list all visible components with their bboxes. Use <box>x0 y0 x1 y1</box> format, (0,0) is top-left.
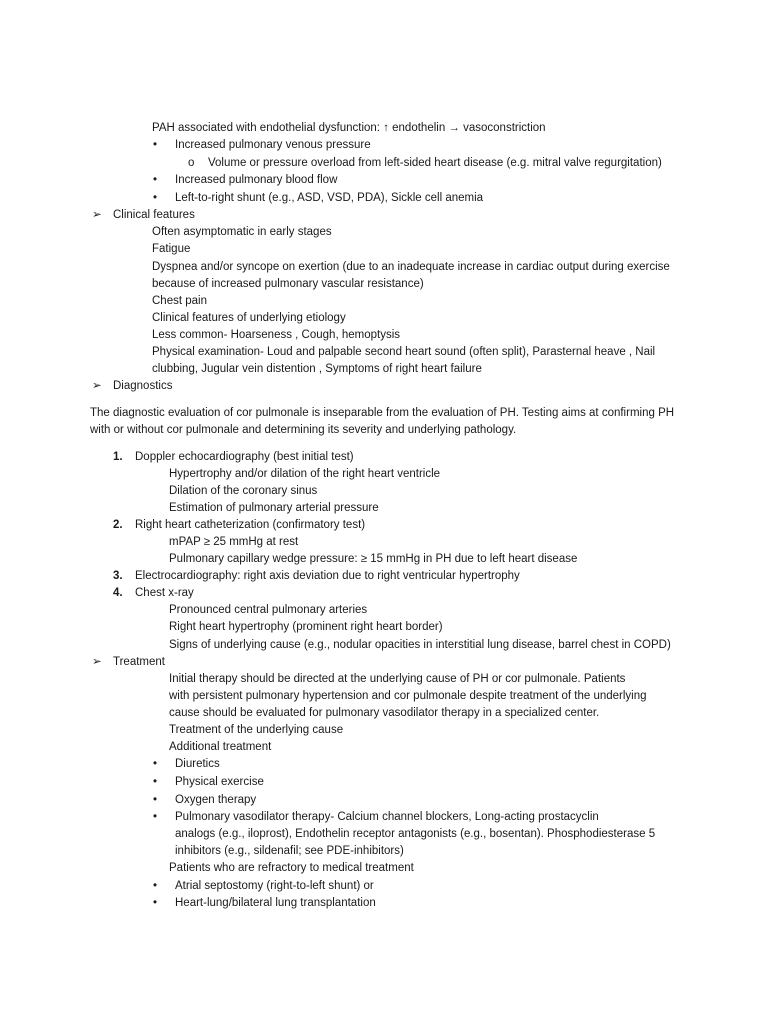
treatment-bullet-cont: inhibitors (e.g., sildenafil; see PDE-inhibitors) <box>175 845 404 857</box>
diag-subline: Hypertrophy and/or dilation of the right heart ventricle <box>169 468 441 480</box>
treatment-bullet: Pulmonary vasodilator therapy- Calcium channel blockers, Long-acting prostacyclin <box>175 811 599 823</box>
diag-subline: Pulmonary capillary wedge pressure: ≥ 15 mmHg in PH due to left heart disease <box>169 553 578 565</box>
bullet-icon: • <box>153 776 158 788</box>
diag-item-echo: Doppler echocardiography (best initial test) <box>135 451 354 463</box>
treatment-paragraph: cause should be evaluated for pulmonary vasodilator therapy in a specialized center. <box>169 707 600 719</box>
treatment-bullet-cont: analogs (e.g., iloprost), Endothelin receptor antagonists (e.g., bosentan). Phosphodiesterase 5 <box>175 828 656 840</box>
diag-subline: Estimation of pulmonary arterial pressure <box>169 502 379 514</box>
treatment-bullet: Atrial septostomy (right-to-left shunt) or <box>175 880 374 892</box>
clinical-line: Clinical features of underlying etiology <box>152 312 346 324</box>
bullet-icon: • <box>153 897 158 909</box>
arrow-bullet-icon: ➢ <box>92 380 102 392</box>
treatment-line: Patients who are refractory to medical treatment <box>169 862 414 874</box>
clinical-line: because of increased pulmonary vascular resistance) <box>152 278 424 290</box>
diag-subline: mPAP ≥ 25 mmHg at rest <box>169 536 299 548</box>
diag-item-xray: Chest x-ray <box>135 587 194 599</box>
clinical-line: Fatigue <box>152 243 191 255</box>
diag-item-ecg: Electrocardiography: right axis deviation due to right ventricular hypertrophy <box>135 570 520 582</box>
diag-subline: Signs of underlying cause (e.g., nodular opacities in interstitial lung disease, barrel chest in COPD) <box>169 639 671 651</box>
treatment-bullet: Oxygen therapy <box>175 794 257 806</box>
bullet-icon: • <box>153 174 158 186</box>
bullet-icon: • <box>153 139 158 151</box>
clinical-line: Chest pain <box>152 295 207 307</box>
bullet-icon: • <box>153 794 158 806</box>
section-heading-clinical: Clinical features <box>113 209 195 221</box>
pah-bullet-venous: Increased pulmonary venous pressure <box>175 139 371 151</box>
list-number: 2. <box>113 519 123 531</box>
bullet-icon: • <box>153 192 158 204</box>
pah-bullet-shunt: Left-to-right shunt (e.g., ASD, VSD, PDA), Sickle cell anemia <box>175 192 484 204</box>
circle-bullet-icon: o <box>188 157 195 169</box>
list-number: 1. <box>113 451 123 463</box>
treatment-bullet: Heart-lung/bilateral lung transplantation <box>175 897 376 909</box>
diag-subline: Pronounced central pulmonary arteries <box>169 604 368 616</box>
diagnostics-intro: The diagnostic evaluation of cor pulmonale is inseparable from the evaluation of PH. Testing aims at confirming PH <box>90 407 675 419</box>
pah-bullet-flow: Increased pulmonary blood flow <box>175 174 338 186</box>
treatment-line: Additional treatment <box>169 741 272 753</box>
treatment-bullet: Physical exercise <box>175 776 264 788</box>
treatment-paragraph: with persistent pulmonary hypertension and cor pulmonale despite treatment of the underlying <box>169 690 647 702</box>
treatment-paragraph: Initial therapy should be directed at the underlying cause of PH or cor pulmonale. Patients <box>169 673 626 685</box>
clinical-line: Often asymptomatic in early stages <box>152 226 332 238</box>
diag-item-catheter: Right heart catheterization (confirmatory test) <box>135 519 366 531</box>
diagnostics-intro: with or without cor pulmonale and determining its severity and underlying pathology. <box>90 424 517 436</box>
treatment-bullet: Diuretics <box>175 758 220 770</box>
bullet-icon: • <box>153 758 158 770</box>
list-number: 4. <box>113 587 123 599</box>
section-heading-diagnostics: Diagnostics <box>113 380 173 392</box>
section-heading-treatment: Treatment <box>113 656 165 668</box>
clinical-line: Dyspnea and/or syncope on exertion (due to an inadequate increase in cardiac output during exercise <box>152 261 670 273</box>
diag-subline: Right heart hypertrophy (prominent right heart border) <box>169 621 443 633</box>
bullet-icon: • <box>153 811 158 823</box>
diag-subline: Dilation of the coronary sinus <box>169 485 318 497</box>
clinical-line: clubbing, Jugular vein distention , Symptoms of right heart failure <box>152 363 482 375</box>
pah-sub-bullet: Volume or pressure overload from left-sided heart disease (e.g. mitral valve regurgitation) <box>208 157 662 169</box>
clinical-line: Less common- Hoarseness , Cough, hemoptysis <box>152 329 400 341</box>
arrow-bullet-icon: ➢ <box>92 656 102 668</box>
bullet-icon: • <box>153 880 158 892</box>
list-number: 3. <box>113 570 123 582</box>
arrow-bullet-icon: ➢ <box>92 209 102 221</box>
clinical-line: Physical examination- Loud and palpable second heart sound (often split), Parasternal heave , Nail <box>152 346 656 358</box>
treatment-line: Treatment of the underlying cause <box>169 724 344 736</box>
pah-heading: PAH associated with endothelial dysfunction: ↑ endothelin → vasoconstriction <box>152 122 546 134</box>
